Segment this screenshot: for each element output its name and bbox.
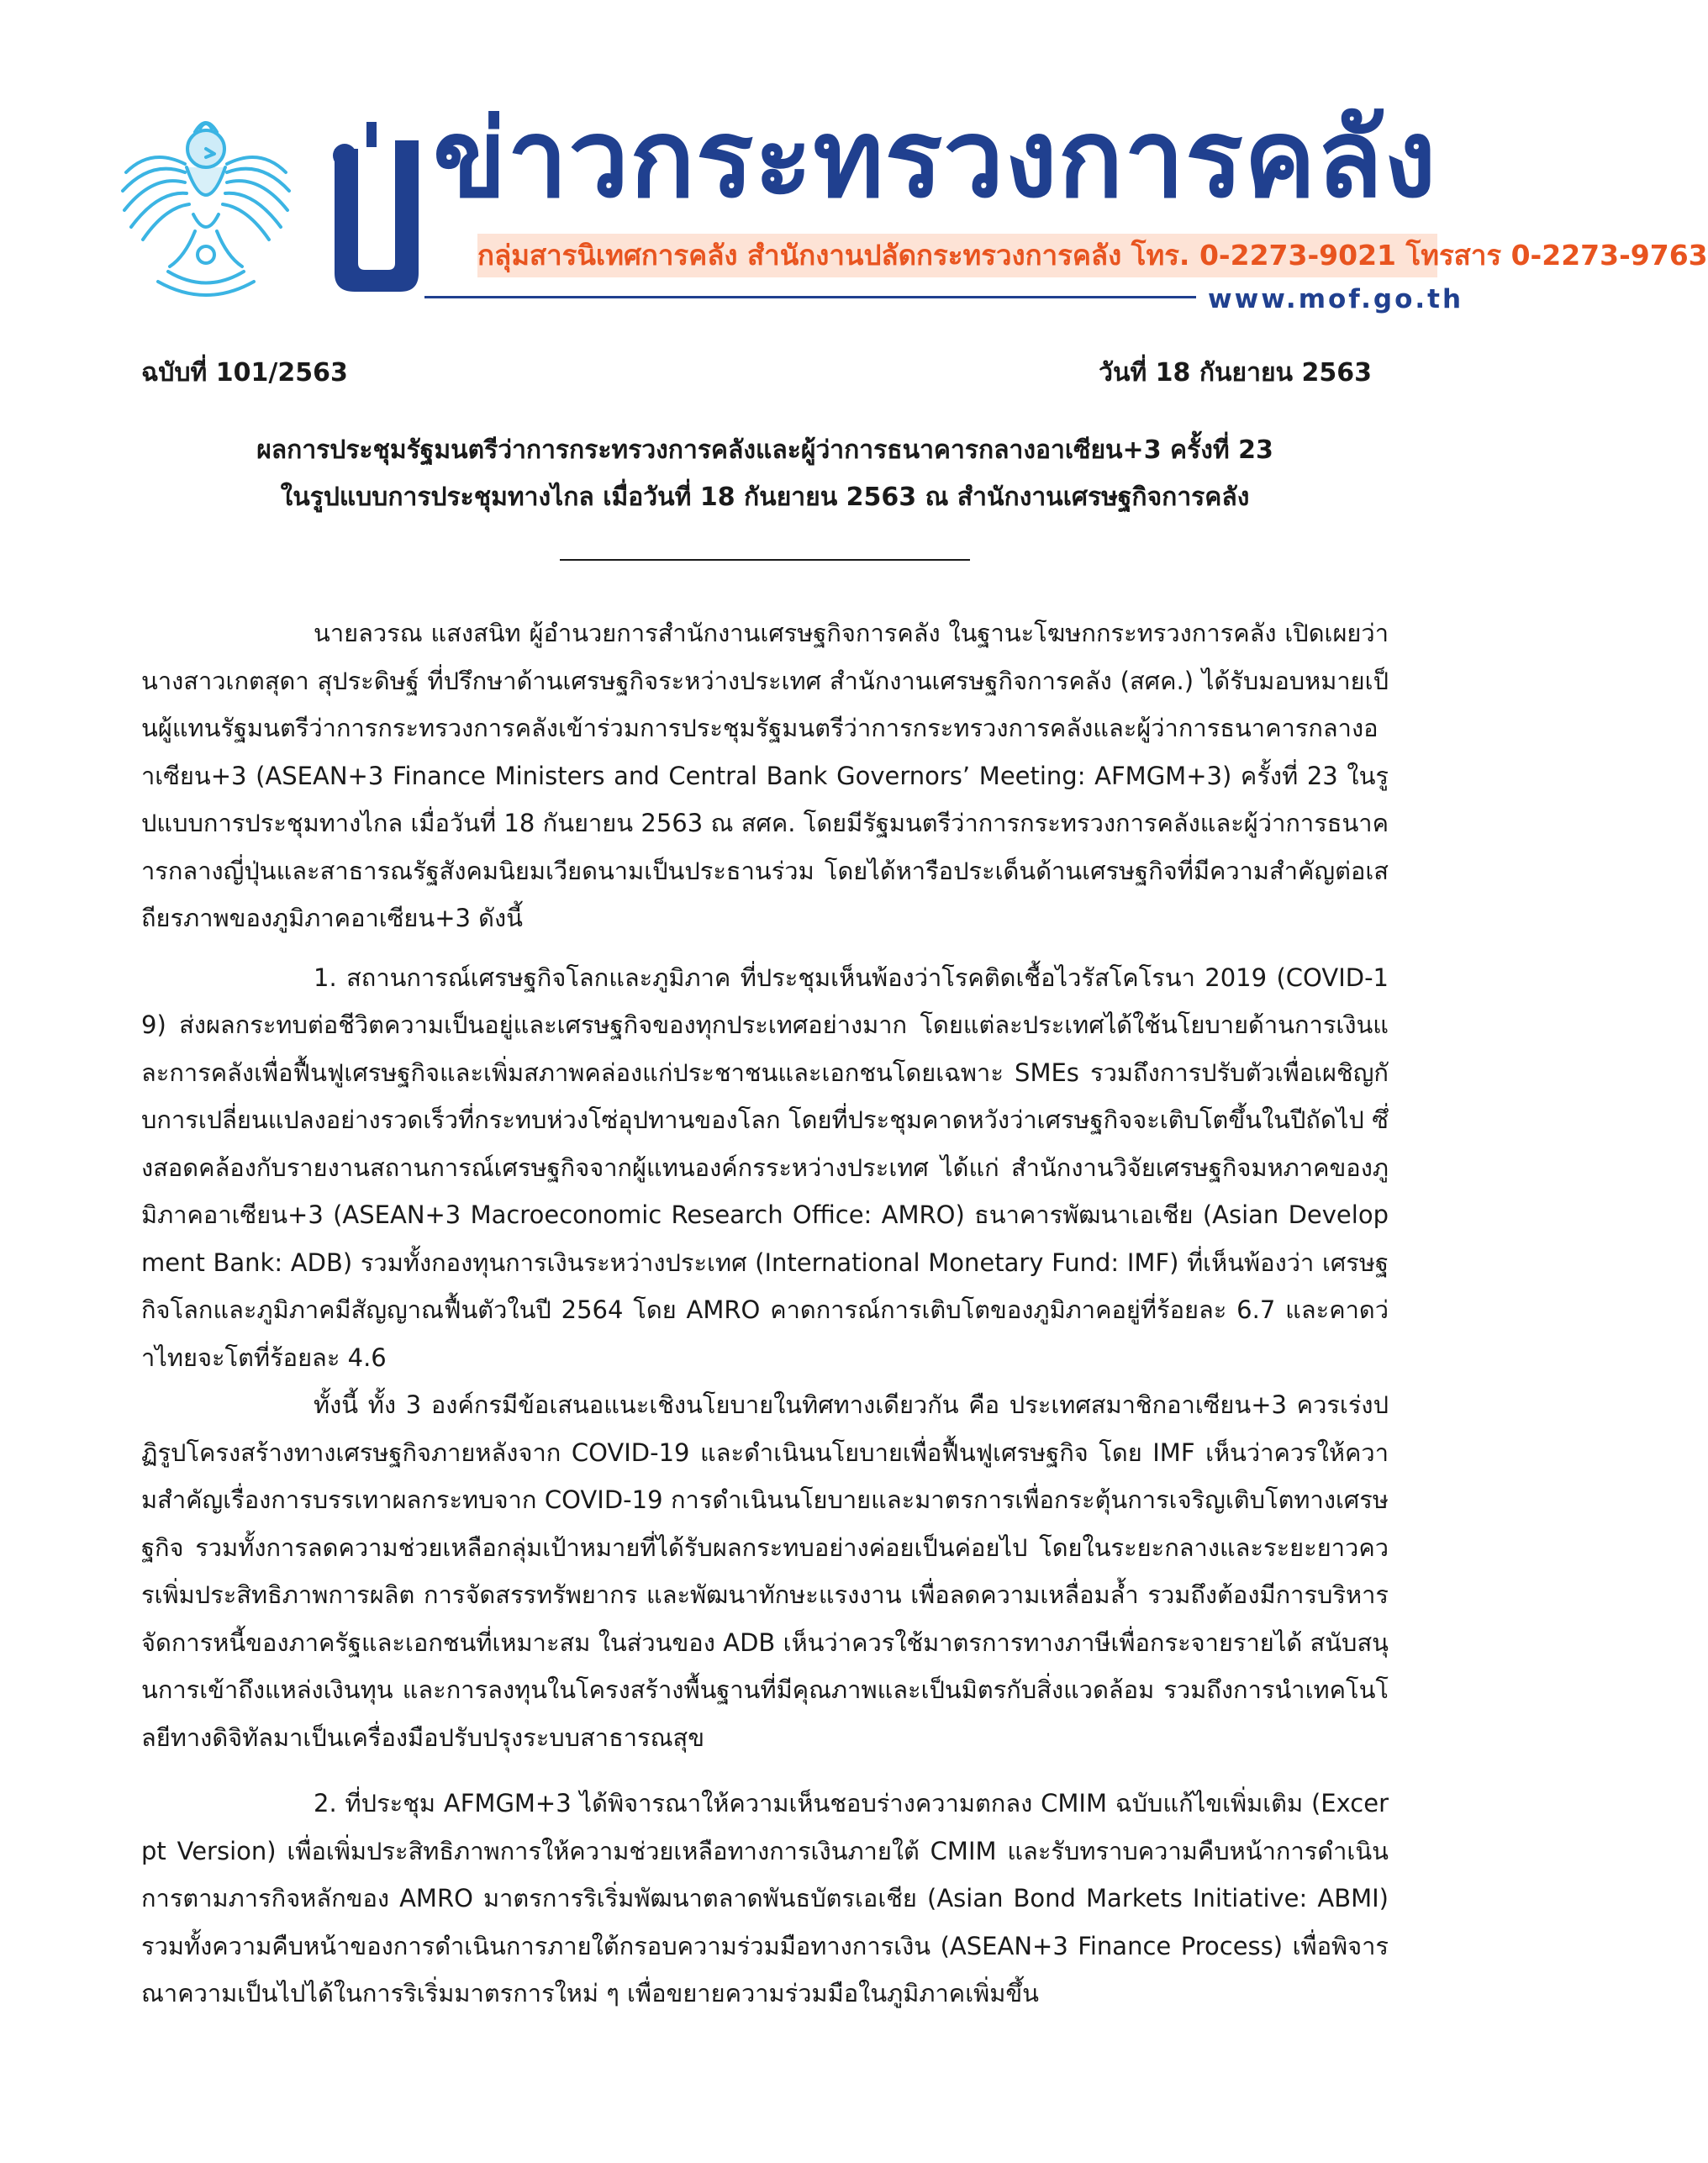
headline: [141, 427, 1389, 521]
website-link[interactable]: www.mof.go.th: [1208, 284, 1464, 314]
issue-date: วันที่ 18 กันยายน 2563: [1099, 358, 1372, 388]
contact-info-bar: กลุ่มสารนิเทศการคลัง สำนักงานปลัดกระทรวงการคลัง โทร. 0-2273-9021 โทรสาร 0-2273-9763: [477, 234, 1437, 277]
paragraph-economic-situation: 1. สถานการณ์เศรษฐกิจโลกและภูมิภาค ที่ประชุมเห็นพ้องว่าโรคติดเชื้อไวรัสโคโรนา 2019 (COVID-19) ส่งผลกระทบต่อชีวิตความเป็นอยู่และเศรษฐกิจของทุกประเทศอย่างมาก โดยแต่ละประเทศได้ใช้นโยบายด้านการเงินและการคลังเพื่อฟื้นฟูเศรษฐกิจและเพิ่มสภาพคล่องแก่ประชาชนและเอกชนโดยเฉพาะ SMEs รวมถึงการปรับตัวเพื่อเผชิญกับการเปลี่ยนแปลงอย่างรวดเร็วที่กระทบห่วงโซ่อุปทานของโลก โดยที่ประชุมคาดหวังว่าเศรษฐกิจจะเติบโตขึ้นในปีถัดไป ซึ่งสอดคล้องกับรายงานสถานการณ์เศรษฐกิจจากผู้แทนองค์กรระหว่างประเทศ ได้แก่ สำนักงานวิจัยเศรษฐกิจมหภาคของภูมิภาคอาเซียน+3 (ASEAN+3 Macroeconomic Research Office: AMRO) ธนาคารพัฒนาเอเชีย (Asian Development Bank: ADB) รวมทั้งกองทุนการเงินระหว่างประเทศ (International Monetary Fund: IMF) ที่เห็นพ้องว่า เศรษฐกิจโลกและภูมิภาคมีสัญญาณฟื้นตัวในปี 2564 โดย AMRO คาดการณ์การเติบโตของภูมิภาคอยู่ที่ร้อยละ 6.7 และคาดว่าไทยจะโตที่ร้อยละ 4.6: [141, 963, 1389, 1372]
header-divider: [424, 296, 1196, 298]
article-body: [141, 609, 1389, 2018]
garuda-emblem-icon: [118, 113, 294, 303]
masthead-stylized-kho-icon: [329, 122, 424, 294]
issue-number: ฉบับที่ 101/2563: [141, 358, 348, 388]
headline-line-1: ผลการประชุมรัฐมนตรีว่าการกระทรวงการคลังและผู้ว่าการธนาคารกลางอาเซียน+3 ครั้งที่ 23: [256, 435, 1273, 465]
paragraph-policy-recommendations: ทั้งนี้ ทั้ง 3 องค์กรมีข้อเสนอแนะเชิงนโยบายในทิศทางเดียวกัน คือ ประเทศสมาชิกอาเซียน+3 ควรเร่งปฏิรูปโครงสร้างทางเศรษฐกิจภายหลังจาก COVID-19 และดำเนินนโยบายเพื่อฟื้นฟูเศรษฐกิจ โดย IMF เห็นว่าควรให้ความสำคัญเรื่องการบรรเทาผลกระทบจาก COVID-19 การดำเนินนโยบายและมาตรการเพื่อกระตุ้นการเจริญเติบโตทางเศรษฐกิจ รวมทั้งการลดความช่วยเหลือกลุ่มเป้าหมายที่ได้รับผลกระทบอย่างค่อยเป็นค่อยไป โดยในระยะกลางและระยะยาวควรเพิ่มประสิทธิภาพการผลิต การจัดสรรทรัพยากร และพัฒนาทักษะแรงงาน เพื่อลดความเหลื่อมล้ำ รวมถึงต้องมีการบริหารจัดการหนี้ของภาครัฐและเอกชนที่เหมาะสม ในส่วนของ ADB เห็นว่าควรใช้มาตรการทางภาษีเพื่อกระจายรายได้ สนับสนุนการเข้าถึงแหล่งเงินทุน และการลงทุนในโครงสร้างพื้นฐานที่มีคุณภาพและเป็นมิตรกับสิ่งแวดล้อม รวมถึงการนำเทคโนโลยีทางดิจิทัลมาเป็นเครื่องมือปรับปรุงระบบสาธารณสุข: [141, 1390, 1389, 1752]
masthead-title: ข่าวกระทรวงการคลัง: [433, 97, 1437, 222]
paragraph-intro: นายลวรณ แสงสนิท ผู้อำนวยการสำนักงานเศรษฐกิจการคลัง ในฐานะโฆษกกระทรวงการคลัง เปิดเผยว่า นางสาวเกตสุดา สุประดิษฐ์ ที่ปรึกษาด้านเศรษฐกิจระหว่างประเทศ สำนักงานเศรษฐกิจการคลัง (สศค.) ได้รับมอบหมายเป็นผู้แทนรัฐมนตรีว่าการกระทรวงการคลังเข้าร่วมการประชุมรัฐมนตรีว่าการกระทรวงการคลังและผู้ว่าการธนาคารกลางอาเซียน+3 (ASEAN+3 Finance Ministers and Central Bank Governors’ Meeting: AFMGM+3) ครั้งที่ 23 ในรูปแบบการประชุมทางไกล เมื่อวันที่ 18 กันยายน 2563 ณ สศค. โดยมีรัฐมนตรีว่าการกระทรวงการคลังและผู้ว่าการธนาคารกลางญี่ปุ่นและสาธารณรัฐสังคมนิยมเวียดนามเป็นประธานร่วม โดยได้หารือประเด็นด้านเศรษฐกิจที่มีความสำคัญต่อเสถียรภาพของภูมิภาคอาเซียน+3 ดังนี้: [141, 619, 1389, 932]
paragraph-afmgm-outcomes: 2. ที่ประชุม AFMGM+3 ได้พิจารณาให้ความเห็นชอบร่างความตกลง CMIM ฉบับแก้ไขเพิ่มเติม (Excerpt Version) เพื่อเพิ่มประสิทธิภาพการให้ความช่วยเหลือทางการเงินภายใต้ CMIM และรับทราบความคืบหน้าการดำเนินการตามภารกิจหลักของ AMRO มาตรการริเริ่มพัฒนาตลาดพันธบัตรเอเชีย (Asian Bond Markets Initiative: ABMI) รวมทั้งความคืบหน้าของการดำเนินการภายใต้กรอบความร่วมมือทางการเงิน (ASEAN+3 Finance Process) เพื่อพิจารณาความเป็นไปได้ในการริเริ่มมาตรการใหม่ ๆ เพื่อขยายความร่วมมือในภูมิภาคเพิ่มขึ้น: [141, 1789, 1389, 2007]
headline-line-2: ในรูปแบบการประชุมทางไกล เมื่อวันที่ 18 กันยายน 2563 ณ สำนักงานเศรษฐกิจการคลัง: [280, 483, 1250, 512]
headline-divider: [560, 559, 970, 561]
